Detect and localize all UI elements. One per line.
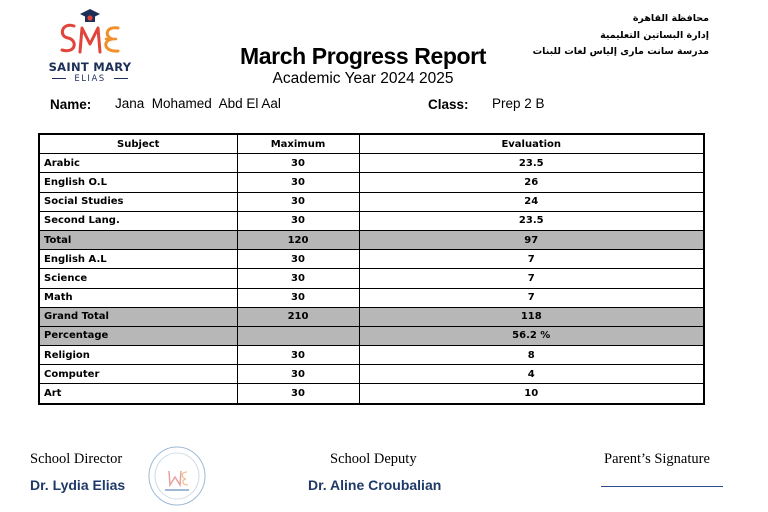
- deputy-title: School Deputy: [330, 451, 417, 467]
- cell-subject: Percentage: [39, 326, 237, 345]
- arabic-line-governorate: محافظة القاهرة: [632, 13, 709, 24]
- cell-evaluation: 24: [359, 192, 704, 211]
- cell-evaluation: 4: [359, 365, 704, 384]
- table-row: [39, 326, 704, 345]
- cell-evaluation: 118: [359, 307, 704, 326]
- cell-evaluation: 10: [359, 384, 704, 404]
- cell-evaluation: 8: [359, 346, 704, 365]
- cell-maximum: 210: [237, 307, 359, 326]
- cell-evaluation: 56.2 %: [359, 326, 704, 345]
- cell-maximum: 30: [237, 250, 359, 269]
- table-row: [39, 154, 704, 173]
- cell-maximum: 30: [237, 288, 359, 307]
- cell-maximum: [237, 326, 359, 345]
- cell-subject: Arabic: [39, 154, 237, 173]
- cell-subject: Second Lang.: [39, 211, 237, 230]
- table-row: [39, 384, 704, 404]
- cell-subject: Religion: [39, 346, 237, 365]
- cell-maximum: 30: [237, 365, 359, 384]
- parent-signature-line: [601, 486, 723, 487]
- cell-subject: Social Studies: [39, 192, 237, 211]
- header-maximum: Maximum: [237, 134, 359, 154]
- cell-subject: Science: [39, 269, 237, 288]
- cell-evaluation: 23.5: [359, 154, 704, 173]
- arabic-line-school: مدرسة سانت مارى إلياس لغات للبنات: [532, 46, 709, 57]
- director-title: School Director: [30, 451, 123, 467]
- cell-maximum: 30: [237, 384, 359, 404]
- class-label: Class:: [428, 97, 469, 112]
- cell-subject: English O.L: [39, 173, 237, 192]
- arabic-header: [533, 11, 709, 61]
- cell-evaluation: 97: [359, 230, 704, 249]
- cell-maximum: 30: [237, 192, 359, 211]
- table-header-row: [39, 134, 704, 154]
- school-stamp-icon: [147, 445, 207, 507]
- cell-subject: Art: [39, 384, 237, 404]
- cell-evaluation: 7: [359, 250, 704, 269]
- cell-evaluation: 7: [359, 269, 704, 288]
- header-subject: Subject: [39, 134, 237, 154]
- school-logo: [44, 8, 136, 88]
- cell-subject: Grand Total: [39, 307, 237, 326]
- table-row: [39, 211, 704, 230]
- table-row: [39, 173, 704, 192]
- logo-sub-text: ELIAS: [74, 74, 106, 84]
- table-row: [39, 230, 704, 249]
- table-row: [39, 307, 704, 326]
- cell-subject: English A.L: [39, 250, 237, 269]
- table-row: [39, 346, 704, 365]
- cell-maximum: 30: [237, 154, 359, 173]
- cell-evaluation: 23.5: [359, 211, 704, 230]
- cell-maximum: 120: [237, 230, 359, 249]
- cell-maximum: 30: [237, 269, 359, 288]
- cell-evaluation: 26: [359, 173, 704, 192]
- cell-subject: Total: [39, 230, 237, 249]
- report-title: March Progress Report: [240, 43, 486, 69]
- director-name: Dr. Lydia Elias: [30, 477, 126, 493]
- table-row: [39, 365, 704, 384]
- header-evaluation: Evaluation: [359, 134, 704, 154]
- table-row: [39, 288, 704, 307]
- table-row: [39, 269, 704, 288]
- cell-maximum: 30: [237, 211, 359, 230]
- parent-signature-title: Parent’s Signature: [604, 451, 710, 467]
- cell-evaluation: 7: [359, 288, 704, 307]
- logo-brand-text: SAINT MARY: [48, 60, 132, 74]
- student-name: Jana Mohamed Abd El Aal: [115, 96, 281, 111]
- cell-maximum: 30: [237, 173, 359, 192]
- table-row: [39, 250, 704, 269]
- arabic-line-administration: إدارة البساتين التعليمية: [600, 29, 709, 41]
- student-class: Prep 2 B: [492, 96, 545, 111]
- cell-subject: Math: [39, 288, 237, 307]
- logo-graphic: [44, 8, 136, 60]
- cell-maximum: 30: [237, 346, 359, 365]
- name-label: Name:: [50, 97, 92, 112]
- deputy-name: Dr. Aline Croubalian: [308, 477, 442, 493]
- cell-subject: Computer: [39, 365, 237, 384]
- grades-table: [38, 133, 705, 405]
- report-subtitle: Academic Year 2024 2025: [272, 70, 454, 87]
- logo-rule-right: [114, 78, 128, 79]
- table-row: [39, 192, 704, 211]
